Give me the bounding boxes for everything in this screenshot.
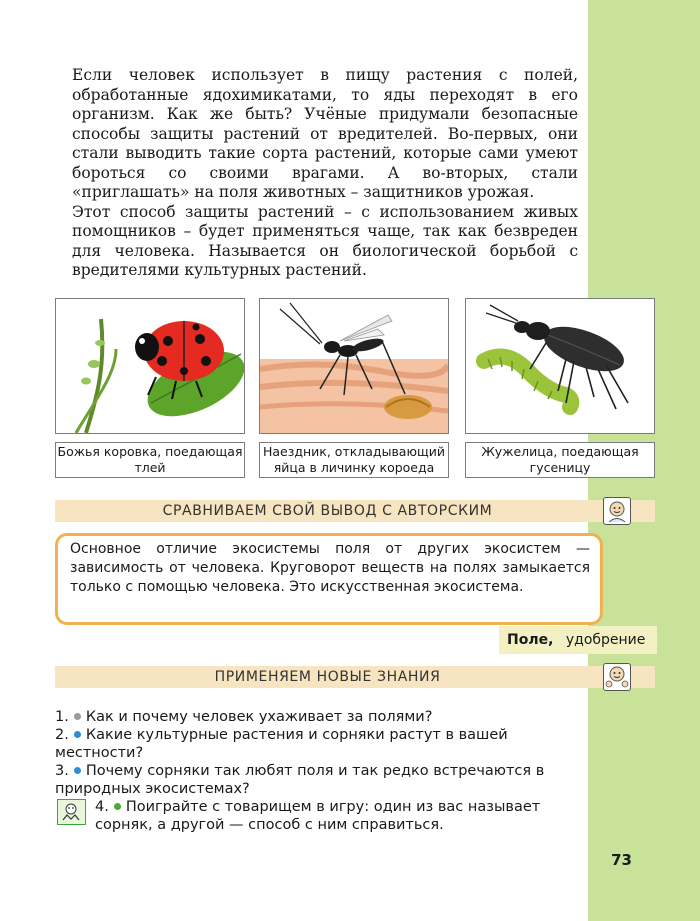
ichneumon-wasp-illustration [259,298,449,434]
ground-beetle-illustration [465,298,655,434]
section-compare-header [55,500,655,522]
question-text: Какие культурные растения и сорняки растут в вашей местности? [55,727,508,761]
conclusion-text: Основное отличие экосистемы поля от других экосистем — зависимость от человека. Круговорот веществ на полях замыкается только с помощью человека. Это искусственная экосистема. [70,541,590,595]
question-text: Как и почему человек ухаживает за полями? [85,709,433,725]
section-apply-title: ПРИМЕНЯЕМ НОВЫЕ ЗНАНИЯ [214,669,441,685]
game-icon [57,799,86,825]
intro-text [72,66,578,281]
intro-paragraph-1: Если человек использует в пищу растения с полей, обработанные ядохимикатами, то яды переходят в его организм. Как же быть? Учёные придумали безопасные способы защиты растений от вредителей. Во-первых, они стали выводить такие сорта растений, которые сами умеют бороться со своими врагами. А во-вторых, стали «приглашать» на поля животных – защитников урожая. [72,66,578,201]
bullet-dot [114,803,121,810]
question-text: Почему сорняки так любят поля и так редко встречаются в природных экосистемах? [55,763,545,797]
caption-wasp: Наездник, откладывающий яйца в личинку короеда [259,442,449,478]
question-number: 3. [55,763,69,779]
keyword-bold: Поле, [507,632,554,648]
intro-paragraph-2: Этот способ защиты растений – с использованием живых помощников – будет применяться чаще, так как безвреден для человека. Называется он биологической борьбой с вредителями культурных растений. [72,202,578,279]
question-2 [55,726,579,762]
question-number: 2. [55,727,69,743]
question-1 [55,708,579,726]
caption-ladybug: Божья коровка, поедающая тлей [55,442,245,478]
bullet-dot [74,731,81,738]
keyword-normal: удобрение [565,632,646,648]
conclusion-box [55,533,603,625]
bullet-dot [74,767,81,774]
section-apply-header [55,666,655,688]
question-number: 1. [55,709,69,725]
face-hands-icon [603,663,631,691]
question-3 [55,762,579,798]
question-number: 4. [95,799,109,815]
bullet-dot [74,713,81,720]
face-icon [603,497,631,525]
keywords-box [499,626,657,654]
question-text: Поиграйте с товарищем в игру: один из вас называет сорняк, а другой — способ с ним справиться. [95,799,541,833]
caption-beetle: Жужелица, поедающая гусеницу [465,442,655,478]
page-number: 73 [611,851,632,869]
section-compare-title: СРАВНИВАЕМ СВОЙ ВЫВОД С АВТОРСКИМ [162,503,493,519]
question-4 [55,798,579,834]
questions-list [55,708,579,834]
ladybug-illustration [55,298,245,434]
